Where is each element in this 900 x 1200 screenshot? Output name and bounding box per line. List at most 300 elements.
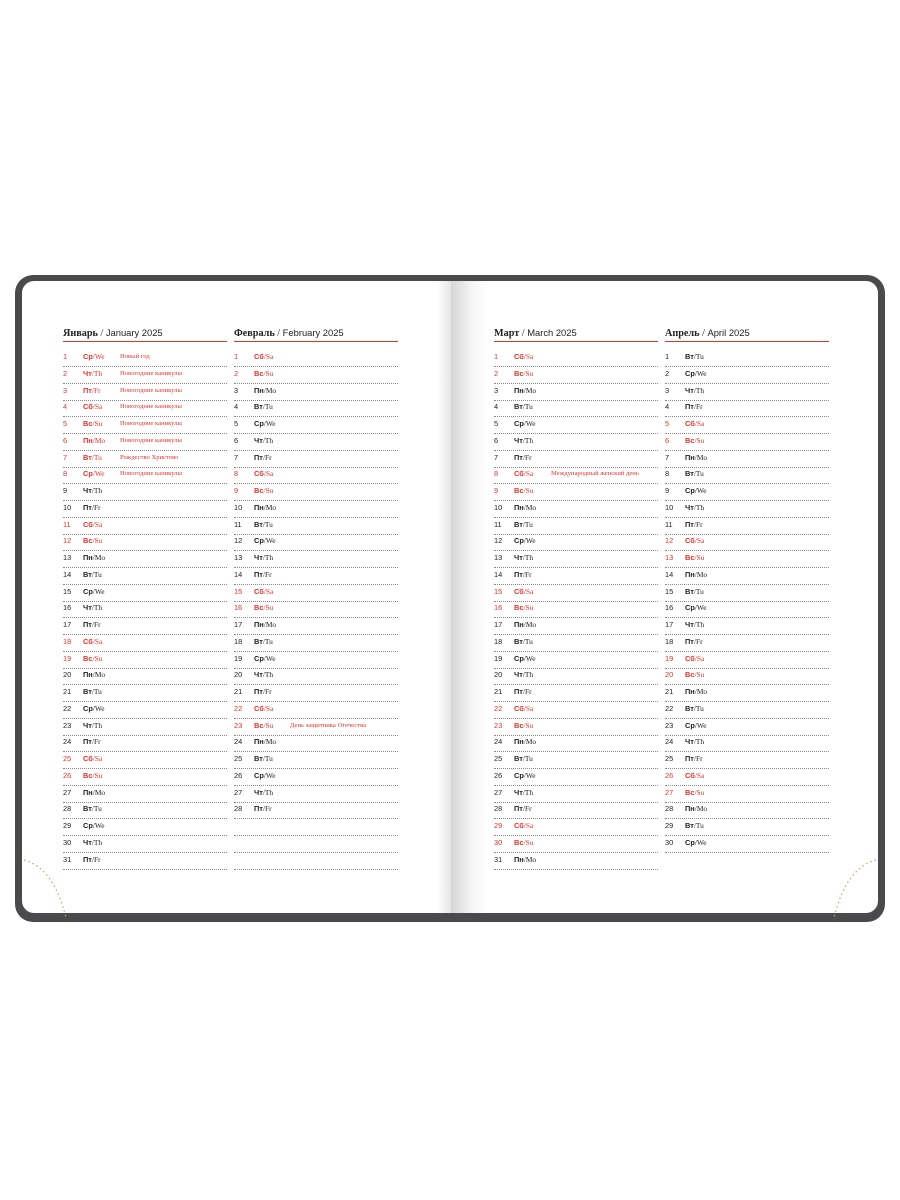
day-number: 28 [665,804,674,814]
weekday: Пн/Mo [514,737,537,747]
weekday-ru: Сб [685,653,695,663]
day-number: 9 [665,486,670,495]
weekday-ru: Чт [254,670,263,680]
day-number: 14 [234,569,243,579]
day-number: 15 [234,586,243,596]
month-name-en: April 2025 [707,327,750,338]
weekday: Вс/Su [685,670,705,680]
weekday-ru: Пн [514,737,524,747]
weekday-ru: Вс [254,720,264,730]
weekday-ru: Сб [254,586,264,596]
weekday: Сб/Sa [254,352,274,361]
day-row [494,551,658,568]
day-number: 4 [234,402,239,412]
day-number: 23 [234,720,243,730]
day-number: 19 [63,653,72,663]
weekday: Чт/Th [254,553,274,562]
day-row [665,786,829,803]
weekday-en: Su [525,368,534,378]
weekday: Вт/Tu [685,586,704,596]
day-number: 12 [494,536,503,546]
day-row [234,534,398,551]
weekday-en: Fr [525,804,532,814]
weekday-en: Th [93,368,103,378]
day-row [494,568,658,585]
weekday-en: Fr [525,569,532,579]
weekday-ru: Чт [83,837,92,847]
weekday-ru: Пт [514,569,523,579]
weekday-en: Mo [265,502,277,512]
day-row [63,585,227,602]
day-row [665,652,829,669]
day-row [494,702,658,719]
day-number: 27 [494,787,503,797]
weekday-en: Sa [525,821,534,830]
weekday: Вт/Tu [254,636,273,646]
day-row [665,384,829,401]
day-number: 22 [234,703,243,713]
weekday: Вт/Tu [83,569,102,579]
weekday-ru: Сб [685,536,695,546]
weekday: Сб/Sa [514,703,534,713]
weekday: Вс/Su [254,720,274,730]
day-row [234,702,398,719]
day-row [63,735,227,752]
day-number: 5 [494,419,499,428]
day-number: 3 [234,385,239,395]
day-number: 8 [234,469,239,479]
weekday-en: Th [264,787,274,797]
weekday-ru: Вс [254,486,264,495]
weekday-en: Tu [93,569,102,579]
weekday-en: Su [265,368,274,378]
weekday-ru: Сб [514,586,524,596]
day-row [63,752,227,769]
day-number: 26 [234,770,243,780]
weekday-ru: Чт [514,553,523,562]
weekday-en: Th [695,737,705,747]
weekday-en: Th [264,670,274,680]
weekday: Вт/Tu [685,703,704,713]
day-number: 3 [63,385,68,395]
weekday-ru: Сб [514,469,524,479]
weekday-en: Mo [265,385,277,395]
weekday-ru: Вс [685,435,695,445]
weekday-ru: Вт [83,804,92,814]
weekday-en: Mo [265,620,277,629]
weekday-en: Tu [264,519,273,529]
weekday: Вт/Tu [254,519,273,529]
weekday-en: We [525,770,536,780]
weekday-ru: Вт [83,452,92,462]
weekday-en: Fr [696,402,703,412]
day-row [665,819,829,836]
weekday: Чт/Th [514,787,534,797]
day-row [63,451,227,468]
day-row [665,434,829,451]
weekday-ru: Вт [514,636,523,646]
day-row [494,384,658,401]
weekday-en: Fr [525,452,532,462]
day-number: 20 [494,670,503,680]
day-row [494,451,658,468]
day-number: 22 [63,703,72,713]
day-row [665,400,829,417]
day-row [665,501,829,518]
weekday: Чт/Th [685,737,705,747]
weekday: Вс/Su [514,368,534,378]
day-number: 25 [63,754,72,763]
weekday-ru: Чт [685,620,694,629]
weekday-ru: Пт [83,385,92,395]
weekday-ru: Пн [514,620,524,629]
day-number: 11 [63,519,71,529]
day-row [665,601,829,618]
day-number: 29 [494,821,503,830]
weekday-ru: Вт [514,402,523,412]
weekday: Вс/Su [83,653,103,663]
weekday-ru: Вт [83,687,92,696]
weekday-ru: Ср [685,368,695,378]
day-row [63,618,227,635]
weekday-en: Sa [525,703,534,713]
month-march [494,323,658,864]
weekday: Пт/Fr [254,804,272,814]
weekday-en: Mo [696,452,708,462]
day-row [234,853,398,870]
day-number: 18 [665,636,674,646]
weekday-ru: Вс [514,837,524,847]
weekday-ru: Вт [685,703,694,713]
day-row [234,367,398,384]
weekday: Ср/We [83,703,105,713]
day-row [63,702,227,719]
weekday-en: Sa [696,419,705,428]
day-number: 17 [665,620,674,629]
day-row [494,635,658,652]
month-name-ru: Февраль [234,328,275,339]
day-number: 28 [63,804,72,814]
weekday-ru: Ср [83,821,93,830]
weekday-en: We [94,586,105,596]
weekday-en: We [94,821,105,830]
day-row [63,484,227,501]
weekday: Вс/Su [83,536,103,546]
day-row [63,786,227,803]
day-row [63,769,227,786]
weekday: Вт/Tu [83,804,102,814]
weekday-ru: Пн [685,804,695,814]
day-number: 10 [63,502,72,512]
weekday-en: Fr [265,804,272,814]
day-row [494,367,658,384]
weekday: Пн/Mo [685,569,708,579]
day-number: 6 [494,435,499,445]
weekday-en: Th [264,435,274,445]
weekday-en: Mo [696,804,708,814]
day-number: 29 [665,821,674,830]
weekday-en: Mo [525,854,537,864]
day-row [665,451,829,468]
day-number: 23 [494,720,503,730]
weekday: Сб/Sa [83,636,103,646]
weekday: Ср/We [514,653,536,663]
weekday: Вс/Su [514,486,534,495]
weekday-ru: Чт [514,787,523,797]
weekday-ru: Пт [514,804,523,814]
weekday-ru: Чт [254,553,263,562]
day-row [63,400,227,417]
weekday-ru: Ср [514,536,524,546]
weekday-en: Tu [524,519,533,529]
weekday-en: Fr [696,519,703,529]
day-row [234,735,398,752]
weekday: Пн/Mo [254,620,277,629]
weekday: Вт/Tu [685,352,704,361]
day-row [494,802,658,819]
day-number: 16 [234,603,243,613]
day-row [665,585,829,602]
weekday-en: We [94,469,105,479]
day-row [665,702,829,719]
day-number: 24 [494,737,503,747]
day-row [63,836,227,853]
weekday-en: Sa [265,586,274,596]
holiday-note: Международный женский день [551,470,639,478]
day-number: 20 [665,670,674,680]
weekday: Вс/Su [514,603,534,613]
day-number: 30 [665,837,674,847]
weekday: Чт/Th [514,553,534,562]
day-row [63,350,227,367]
weekday: Пт/Fr [685,519,703,529]
day-row [63,652,227,669]
day-row [234,451,398,468]
day-row [234,836,398,853]
weekday: Вс/Su [254,603,274,613]
day-row [494,786,658,803]
day-number: 30 [63,837,72,847]
weekday: Вс/Su [514,720,534,730]
day-row [234,501,398,518]
day-number: 18 [234,636,243,646]
weekday-ru: Пн [514,502,524,512]
holiday-note: Новогодние каникулы [120,470,182,478]
weekday: Сб/Sa [685,770,705,780]
weekday: Пт/Fr [254,452,272,462]
weekday-en: Tu [93,687,102,696]
gutter-shadow [451,281,487,913]
weekday: Пт/Fr [83,620,101,629]
month-header: Март / March 2025 [494,323,658,342]
day-row [665,752,829,769]
weekday: Пн/Mo [685,452,708,462]
day-row [234,635,398,652]
weekday-ru: Ср [514,419,524,428]
weekday: Пн/Mo [83,553,106,562]
day-row [234,802,398,819]
weekday: Пт/Fr [83,385,101,395]
weekday: Пт/Fr [83,737,101,747]
weekday: Вт/Tu [254,754,273,763]
day-number: 3 [494,385,499,395]
weekday-ru: Вс [514,486,524,495]
weekday: Чт/Th [83,486,103,495]
weekday: Ср/We [685,368,707,378]
weekday-ru: Ср [254,536,264,546]
weekday-ru: Ср [254,653,264,663]
weekday-ru: Ср [83,469,93,479]
weekday-ru: Сб [514,352,524,361]
weekday-ru: Вс [685,670,695,680]
weekday-ru: Пн [514,385,524,395]
weekday: Пт/Fr [514,452,532,462]
weekday-ru: Вт [83,569,92,579]
day-number: 16 [63,603,72,613]
day-number: 14 [665,569,674,579]
weekday-en: Su [696,787,705,797]
day-row [234,786,398,803]
weekday: Пт/Fr [685,754,703,763]
weekday-ru: Сб [83,519,93,529]
day-row [494,668,658,685]
day-row [63,434,227,451]
day-number: 1 [234,352,239,361]
weekday: Вс/Su [685,435,705,445]
day-row [63,819,227,836]
weekday-ru: Пн [83,670,93,680]
day-number: 27 [63,787,72,797]
weekday-ru: Вт [685,586,694,596]
weekday-ru: Пт [514,452,523,462]
weekday-ru: Чт [83,368,92,378]
weekday: Ср/We [514,419,536,428]
month-name-en: March 2025 [527,327,577,338]
day-row [234,467,398,484]
weekday-en: Su [94,419,103,428]
weekday: Сб/Sa [83,754,103,763]
weekday: Пт/Fr [254,569,272,579]
day-number: 31 [494,854,503,864]
day-row [494,652,658,669]
month-name-ru: Март [494,328,520,339]
weekday-ru: Ср [514,653,524,663]
day-row [234,585,398,602]
weekday-ru: Пт [254,804,263,814]
day-number: 12 [665,536,674,546]
day-row [63,719,227,736]
holiday-note: День защитника Отечества [290,721,367,729]
day-row [665,668,829,685]
day-number: 2 [665,368,670,378]
day-row [665,534,829,551]
weekday: Чт/Th [83,837,103,847]
weekday-en: Th [524,553,534,562]
day-row [494,719,658,736]
weekday-en: Sa [265,469,274,479]
weekday-en: Su [94,536,103,546]
day-row [63,534,227,551]
day-row [63,518,227,535]
weekday-ru: Чт [685,737,694,747]
day-number: 11 [234,519,242,529]
day-row [665,836,829,853]
weekday-ru: Пт [83,854,92,864]
weekday-ru: Ср [514,770,524,780]
weekday: Чт/Th [685,502,705,512]
weekday-en: Su [94,770,103,780]
weekday-ru: Вт [514,519,523,529]
weekday-ru: Вт [254,519,263,529]
day-number: 19 [234,653,243,663]
day-number: 1 [494,352,499,361]
day-number: 26 [665,770,674,780]
weekday-en: Mo [696,569,708,579]
weekday-ru: Пн [685,687,695,696]
weekday: Вс/Su [514,837,534,847]
day-number: 2 [494,368,499,378]
weekday-ru: Сб [514,703,524,713]
day-number: 24 [665,737,674,747]
weekday-en: We [94,703,105,713]
weekday: Сб/Sa [685,653,705,663]
weekday-en: Th [695,385,705,395]
holiday-note: Новогодние каникулы [120,386,182,394]
weekday: Сб/Sa [514,469,534,479]
day-row [494,735,658,752]
day-row [494,484,658,501]
weekday-ru: Пт [254,687,263,696]
weekday-en: Mo [94,787,106,797]
weekday: Пн/Mo [685,804,708,814]
weekday-en: Sa [525,586,534,596]
day-row [234,769,398,786]
day-row [63,417,227,434]
weekday: Сб/Sa [83,519,103,529]
day-number: 4 [665,402,670,412]
month-name-ru: Январь [63,328,98,339]
day-row [234,400,398,417]
weekday-ru: Чт [685,502,694,512]
weekday-en: We [696,603,707,613]
day-number: 5 [63,419,68,428]
day-number: 13 [494,553,503,562]
weekday-en: Th [93,720,103,730]
day-number: 31 [63,854,72,864]
weekday: Вт/Tu [514,402,533,412]
day-number: 30 [494,837,503,847]
weekday: Пт/Fr [83,502,101,512]
weekday-ru: Пн [685,569,695,579]
weekday: Пн/Mo [83,787,106,797]
weekday: Вт/Tu [83,452,102,462]
day-number: 7 [234,452,239,462]
day-row [665,350,829,367]
weekday: Пт/Fr [685,402,703,412]
weekday-en: We [265,770,276,780]
weekday: Вт/Tu [514,754,533,763]
weekday-ru: Пн [254,737,264,747]
day-row [63,668,227,685]
holiday-note: Новогодние каникулы [120,420,182,427]
day-number: 19 [494,653,503,663]
month-january [63,323,227,864]
day-row [665,417,829,434]
weekday: Вт/Tu [83,687,102,696]
day-row [234,652,398,669]
weekday: Вт/Tu [514,519,533,529]
weekday: Вт/Tu [685,469,704,479]
